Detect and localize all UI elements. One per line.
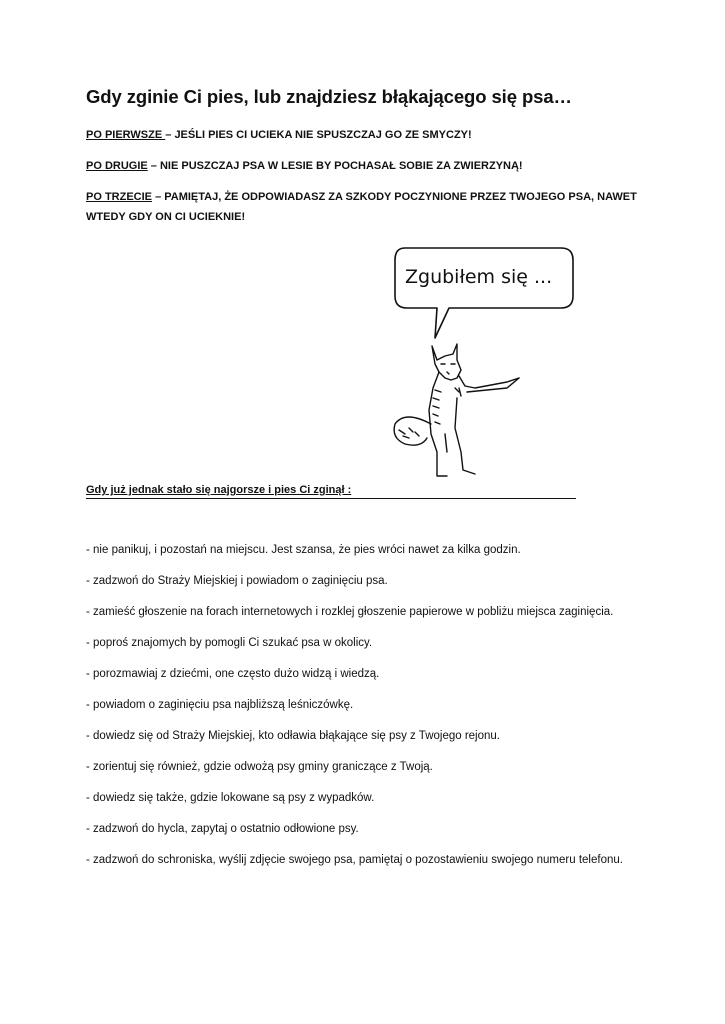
dog-drawing-svg bbox=[375, 238, 615, 488]
speech-bubble bbox=[395, 248, 573, 338]
rule-first-text: – JEŚLI PIES CI UCIEKA NIE SPUSZCZAJ GO ZE SMYCZY! bbox=[165, 129, 472, 141]
rule-third bbox=[86, 187, 646, 227]
rule-second bbox=[86, 156, 646, 176]
tips-list bbox=[86, 540, 646, 881]
list-item: - zamieść głoszenie na forach internetowych i rozklej głoszenie papierowe w pobliżu miejsca zaginięcia. bbox=[86, 606, 614, 618]
rule-second-lead: PO DRUGIE bbox=[86, 160, 148, 172]
list-item: - zorientuj się również, gdzie odwożą psy gminy graniczące z Twoją. bbox=[86, 761, 433, 773]
lost-dog-heading-text: Gdy już jednak stało się najgorsze i pies Ci zginął : bbox=[86, 484, 352, 496]
rule-first-lead: PO PIERWSZE bbox=[86, 129, 166, 141]
rule-second-text: – NIE PUSZCZAJ PSA W LESIE BY POCHASAŁ SOBIE ZA ZWIERZYNĄ! bbox=[147, 160, 523, 172]
list-item: - dowiedz się także, gdzie lokowane są psy z wypadków. bbox=[86, 792, 375, 804]
lost-dog-illustration bbox=[375, 238, 615, 488]
list-item: - zadzwoń do hycla, zapytaj o ostatnio odłowione psy. bbox=[86, 823, 359, 835]
lost-dog-heading bbox=[86, 482, 576, 499]
list-item: - poproś znajomych by pomogli Ci szukać psa w okolicy. bbox=[86, 637, 373, 649]
list-item: - nie panikuj, i pozostań na miejscu. Jest szansa, że pies wróci nawet za kilka godzin. bbox=[86, 544, 521, 556]
rule-third-text: – PAMIĘTAJ, ŻE ODPOWIADASZ ZA SZKODY POCZYNIONE PRZEZ TWOJEGO PSA, NAWET WTEDY GDY ON CI UCIEKNIE! bbox=[86, 191, 637, 223]
list-item: - zadzwoń do Straży Miejskiej i powiadom o zaginięciu psa. bbox=[86, 575, 388, 587]
list-item: - powiadom o zaginięciu psa najbliższą leśniczówkę. bbox=[86, 699, 354, 711]
list-item: - zadzwoń do schroniska, wyślij zdjęcie swojego psa, pamiętaj o pozostawieniu swojego numeru telefonu. bbox=[86, 854, 623, 866]
list-item: - dowiedz się od Straży Miejskiej, kto odławia błąkające się psy z Twojego rejonu. bbox=[86, 730, 500, 742]
rule-first bbox=[86, 125, 646, 145]
list-item: - porozmawiaj z dziećmi, one często dużo widzą i wiedzą. bbox=[86, 668, 380, 680]
rule-third-lead: PO TRZECIE bbox=[86, 191, 153, 203]
page-title: Gdy zginie Ci pies, lub znajdziesz błąkającego się psa… bbox=[86, 86, 572, 107]
dog-figure bbox=[394, 344, 519, 476]
speech-bubble-text: Zgubiłem się ... bbox=[405, 266, 553, 288]
